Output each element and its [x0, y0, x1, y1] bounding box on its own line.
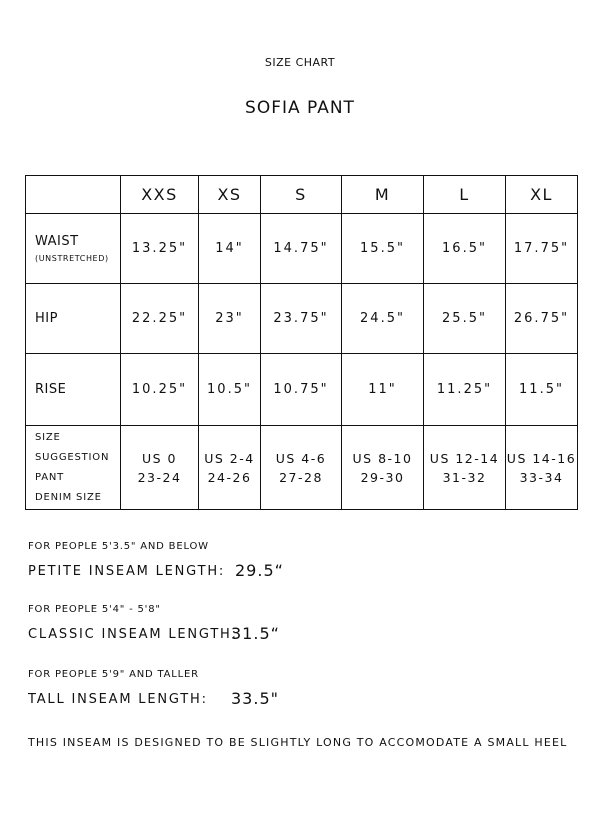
rise-row [26, 354, 578, 426]
suggestion-label-line: SUGGESTION [35, 451, 110, 463]
petite-inseam [28, 561, 284, 580]
table-cell: 11.25" [424, 354, 506, 426]
chart-subtitle: SIZE CHART [264, 56, 336, 69]
table-cell [424, 426, 506, 510]
hip-row [26, 284, 578, 354]
classic-note: FOR PEOPLE 5'4" - 5'8" [28, 604, 161, 615]
tall-inseam-label: TALL INSEAM LENGTH: [28, 692, 208, 707]
size-suggestion-row [26, 426, 578, 510]
denim-size: 29-30 [360, 469, 405, 485]
denim-size: 24-26 [207, 469, 252, 485]
size-header-row [26, 176, 578, 214]
table-cell [199, 426, 261, 510]
table-cell: 10.5" [199, 354, 261, 426]
denim-size: 23-24 [137, 469, 182, 485]
classic-inseam-value: 31.5“ [231, 624, 280, 643]
table-cell: 23" [199, 284, 261, 354]
tall-inseam [28, 689, 279, 708]
hip-label: HIP [26, 284, 121, 354]
tall-inseam-value: 33.5" [231, 689, 279, 708]
size-header: XL [506, 176, 578, 214]
table-cell [506, 426, 578, 510]
size-header: L [424, 176, 506, 214]
suggestion-label-line: SIZE [35, 431, 61, 443]
size-chart-table [25, 175, 578, 510]
petite-inseam-value: 29.5“ [235, 561, 284, 580]
table-cell [121, 426, 199, 510]
table-cell: 11" [342, 354, 424, 426]
page-title: SOFIA PANT [245, 98, 355, 118]
table-cell: 14" [199, 214, 261, 284]
suggestion-label-line: PANT [35, 471, 65, 483]
pant-size: US 12-14 [429, 450, 500, 466]
table-cell: 26.75" [506, 284, 578, 354]
suggestion-label-line: DENIM SIZE [35, 491, 102, 503]
table-cell: 14.75" [261, 214, 342, 284]
size-header: XXS [121, 176, 199, 214]
rise-label: RISE [26, 354, 121, 426]
table-cell: 22.25" [121, 284, 199, 354]
waist-sublabel: (UNSTRETCHED) [35, 254, 109, 263]
table-cell: 16.5" [424, 214, 506, 284]
table-cell [261, 426, 342, 510]
table-cell: 10.75" [261, 354, 342, 426]
table-cell: 10.25" [121, 354, 199, 426]
table-cell: 11.5" [506, 354, 578, 426]
table-cell: 25.5" [424, 284, 506, 354]
pant-size: US 4-6 [275, 450, 327, 466]
table-cell: 15.5" [342, 214, 424, 284]
classic-inseam-label: CLASSIC INSEAM LENGTH: [28, 627, 238, 642]
petite-inseam-label: PETITE INSEAM LENGTH: [28, 564, 226, 579]
footer-note: THIS INSEAM IS DESIGNED TO BE SLIGHTLY LONG TO ACCOMODATE A SMALL HEEL [28, 736, 568, 749]
pant-size: US 14-16 [506, 450, 577, 466]
size-header: M [342, 176, 424, 214]
table-cell: 13.25" [121, 214, 199, 284]
table-cell: 24.5" [342, 284, 424, 354]
row-label [26, 214, 121, 284]
tall-note: FOR PEOPLE 5'9" AND TALLER [28, 669, 199, 680]
pant-size: US 2-4 [204, 450, 255, 466]
table-cell: 17.75" [506, 214, 578, 284]
size-header: XS [199, 176, 261, 214]
waist-label: WAIST [35, 234, 79, 249]
table-cell: 23.75" [261, 284, 342, 354]
denim-size: 33-34 [519, 469, 564, 485]
denim-size: 31-32 [442, 469, 487, 485]
table-cell [342, 426, 424, 510]
size-header: S [261, 176, 342, 214]
classic-inseam [28, 624, 280, 643]
waist-row [26, 214, 578, 284]
petite-note: FOR PEOPLE 5'3.5" AND BELOW [28, 541, 209, 552]
denim-size: 27-28 [279, 469, 323, 485]
pant-size: US 0 [141, 450, 177, 466]
suggestion-label [26, 426, 121, 510]
pant-size: US 8-10 [352, 450, 413, 466]
corner-cell [26, 176, 121, 214]
